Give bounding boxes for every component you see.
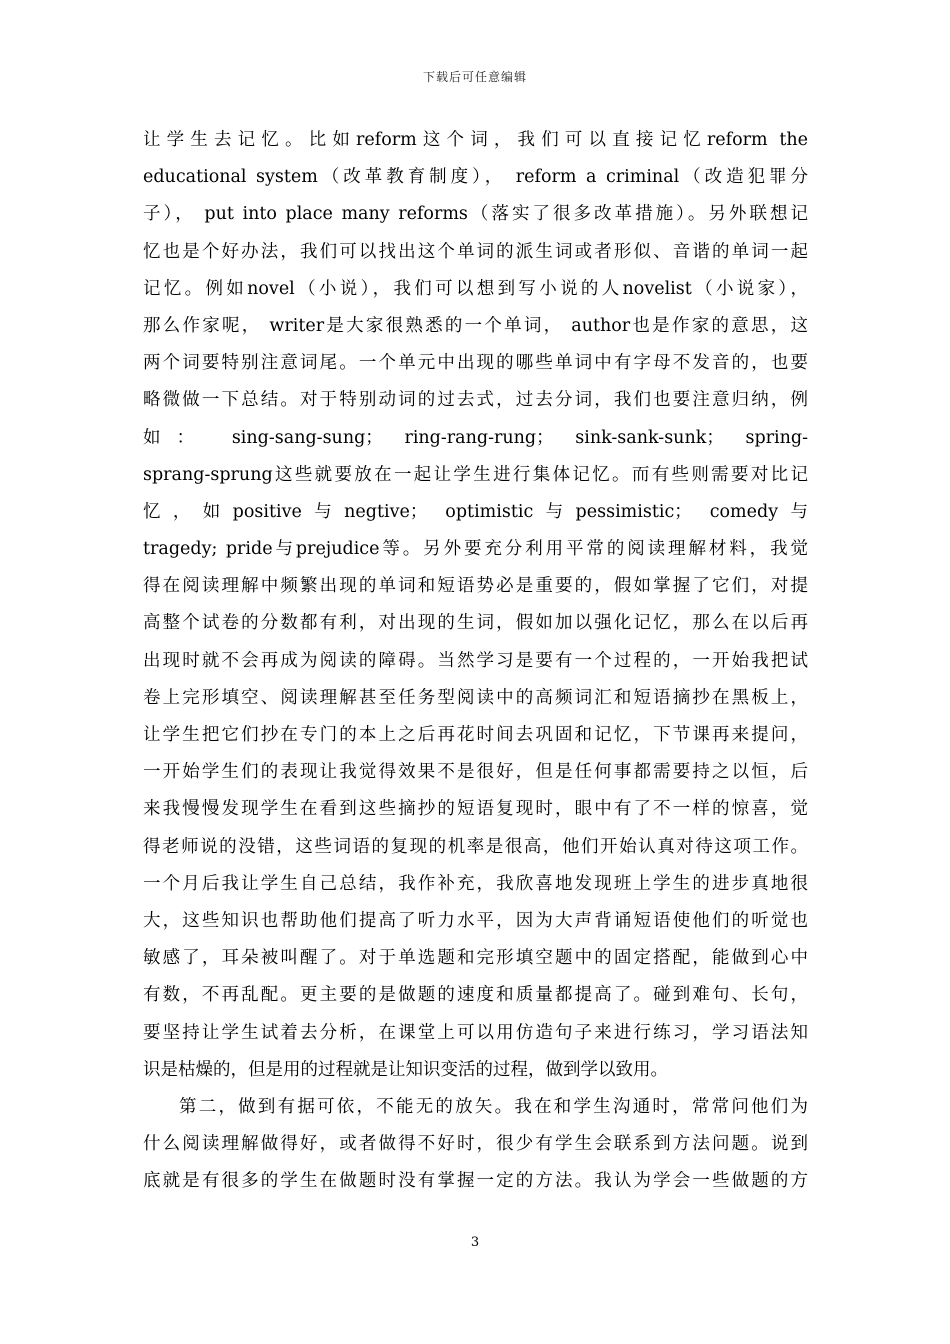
text-line: 大，这些知识也帮助他们提高了听力水平，因为大声背诵短语使他们的听觉也 [143,910,808,931]
text-line: 记忆。例如novel（小说），我们可以想到写小说的人novelist（小说家）， [143,278,808,299]
text-line: 忆，如positive与negtive； optimistic与pessimistic； comedy与 [143,501,808,522]
text-line: tragedy; pride与prejudice等。另外要充分利用平常的阅读理解材料，我觉 [143,539,808,560]
text-line: educational system（改革教育制度）， reform a criminal（改造犯罪分 [143,167,808,188]
text-line: 底就是有很多的学生在做题时没有掌握一定的方法。我认为学会一些做题的方 [143,1171,808,1192]
text-line: 忆也是个好办法，我们可以找出这个单词的派生词或者形似、音谐的单词一起 [143,241,808,262]
text-line: 卷上完形填空、阅读理解甚至任务型阅读中的高频词汇和短语摘抄在黑板上， [143,687,808,708]
page-header: 下载后可任意编辑 [422,70,527,84]
text-line: 子）， put into place many reforms（落实了很多改革措施）。另外联想记 [143,204,808,225]
text-line: 得老师说的没错，这些词语的复现的机率是很高，他们开始认真对待这项工作。 [143,836,808,857]
text-line: 得在阅读理解中频繁出现的单词和短语势必是重要的，假如掌握了它们，对提 [143,576,808,597]
text-line: 让学生把它们抄在专门的本上之后再花时间去巩固和记忆，下节课再来提问， [143,725,808,745]
text-line: 那么作家呢， writer是大家很熟悉的一个单词， author也是作家的意思，这 [143,315,808,336]
paragraph-2 [143,1089,808,1201]
text-line: 一个月后我让学生自己总结，我作补充，我欣喜地发现班上学生的进步真地很 [143,873,808,894]
paragraph-1 [143,122,808,1089]
text-line: 让学生去记忆。比如reform这个词，我们可以直接记忆reform the [143,130,808,150]
text-line: 略微做一下总结。对于特别动词的过去式，过去分词，我们也要注意归纳，例 [143,390,808,411]
text-line: sprang-sprung这些就要放在一起让学生进行集体记忆。而有些则需要对比记 [143,464,808,485]
text-line: 第二，做到有据可依，不能无的放矢。我在和学生沟通时，常常问他们为 [179,1096,808,1117]
page-number: 3 [470,1235,480,1250]
text-line: 什么阅读理解做得好，或者做得不好时，很少有学生会联系到方法问题。说到 [143,1134,808,1155]
body-text [143,122,808,1200]
text-line: 一开始学生们的表现让我觉得效果不是很好，但是任何事都需要持之以恒，后 [143,762,808,783]
text-line: 来我慢慢发现学生在看到这些摘抄的短语复现时，眼中有了不一样的惊喜，觉 [143,799,808,820]
text-line: 高整个试卷的分数都有利，对出现的生词，假如加以强化记忆，那么在以后再 [143,613,808,634]
text-line: 敏感了，耳朵被叫醒了。对于单选题和完形填空题中的固定搭配，能做到心中 [143,948,808,969]
text-line: 识是枯燥的，但是用的过程就是让知识变活的过程，做到学以致用。 [143,1059,668,1080]
text-line: 要坚持让学生试着去分析，在课堂上可以用仿造句子来进行练习，学习语法知 [143,1022,808,1043]
text-line: 有数，不再乱配。更主要的是做题的速度和质量都提高了。碰到难句、长句， [143,985,808,1006]
text-line: 两个词要特别注意词尾。一个单元中出现的哪些单词中有字母不发音的，也要 [143,353,808,374]
text-line: 出现时就不会再成为阅读的障碍。当然学习是要有一个过程的，一开始我把试 [143,650,808,671]
text-line: 如： sing-sang-sung； ring-rang-rung； sink-sank-sunk； spring- [143,427,808,448]
